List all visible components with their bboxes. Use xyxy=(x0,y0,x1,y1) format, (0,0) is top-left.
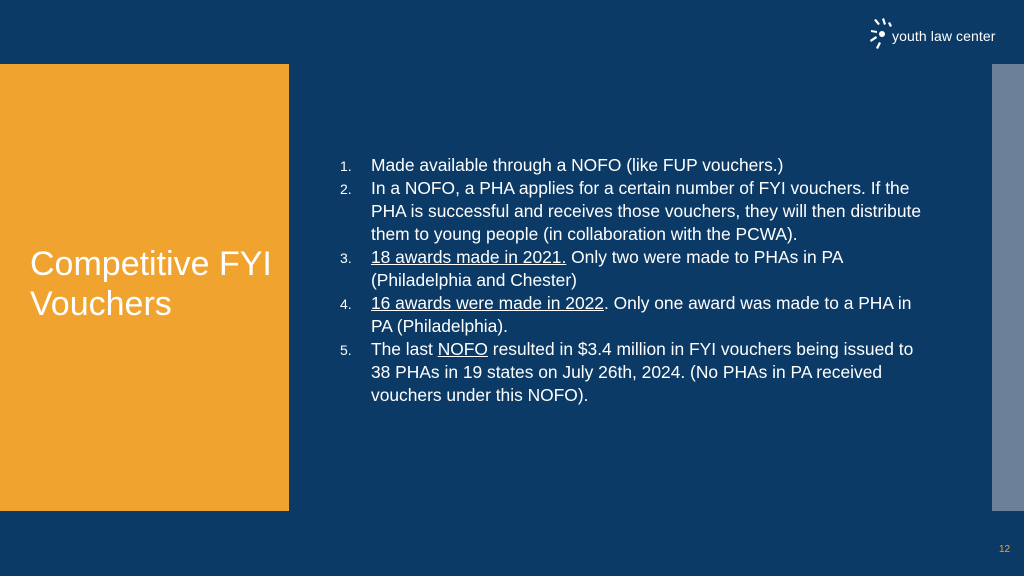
list-number: 5. xyxy=(340,342,352,358)
logo-text: youth law center xyxy=(892,28,996,44)
list-text: Only two were made to PHAs in PA (Philadelphia and Chester) xyxy=(371,247,843,290)
slide-title: Competitive FYI Vouchers xyxy=(30,245,272,323)
list-number: 4. xyxy=(340,296,352,312)
list-item xyxy=(336,338,936,407)
youth-law-center-logo-icon xyxy=(868,16,894,52)
logo xyxy=(868,16,996,52)
list-item xyxy=(336,246,936,292)
nofo-link[interactable]: NOFO xyxy=(437,339,488,359)
list-item xyxy=(336,154,936,177)
list-text: The last xyxy=(371,339,438,359)
list-number: 2. xyxy=(340,181,352,197)
awards-2021-link[interactable]: 18 awards made in 2021. xyxy=(371,247,567,267)
list-item xyxy=(336,292,936,338)
list-item xyxy=(336,177,936,246)
list-text: . Only one award was made to a PHA in PA (Philadelphia). xyxy=(371,293,912,336)
list-number: 1. xyxy=(340,158,352,174)
awards-2022-link[interactable]: 16 awards were made in 2022 xyxy=(371,293,604,313)
page-number: 12 xyxy=(999,544,1011,555)
list-number: 3. xyxy=(340,250,352,266)
list-text: resulted in $3.4 million in FYI vouchers being issued to 38 PHAs in 19 states on July 26th, 2024. (No PHAs in PA received vouchers under this NOFO). xyxy=(371,339,914,405)
content-list xyxy=(336,154,936,407)
list-text: Made available through a NOFO (like FUP vouchers.) xyxy=(371,155,784,175)
side-strip xyxy=(992,64,1024,511)
list-text: In a NOFO, a PHA applies for a certain number of FYI vouchers. If the PHA is successful and receives those vouchers, they will then distribute them to young people (in collaboration with the PCWA). xyxy=(371,178,922,244)
